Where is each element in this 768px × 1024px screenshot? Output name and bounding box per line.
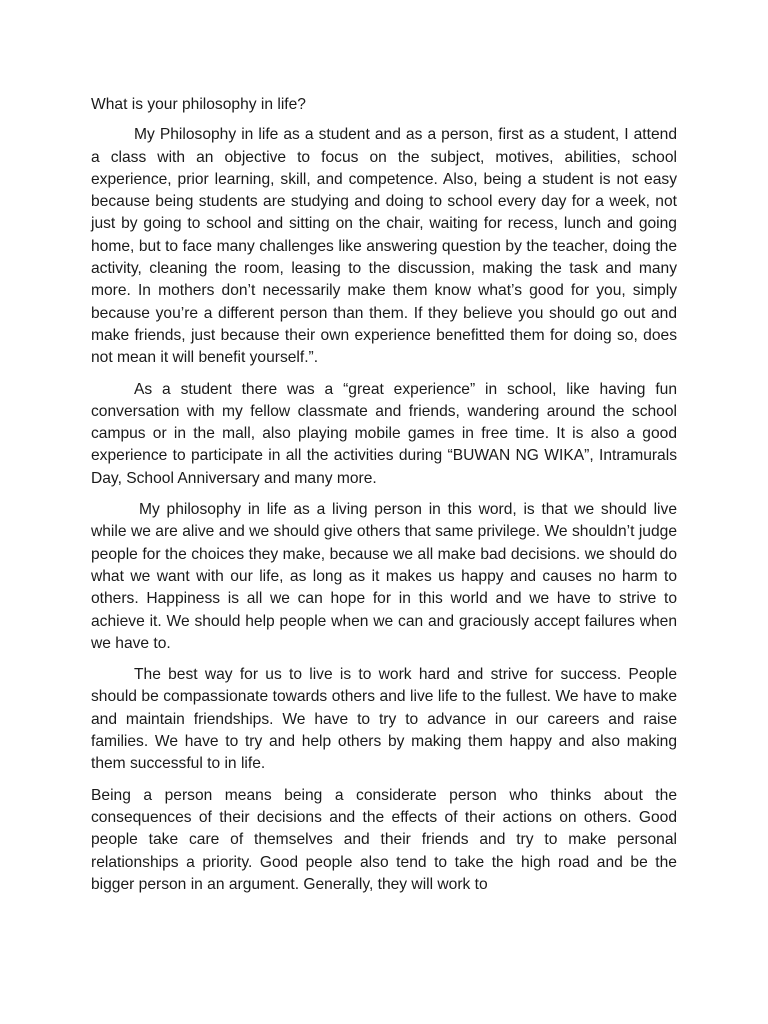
paragraph-best-way-to-live: The best way for us to live is to work hard and strive for success. People should be compassionate towards others and live life to the fullest. We have to make and maintain friendships. We have to try to advance in our careers and raise families. We have to try and help others by making them happy and also making them successful to in life.	[91, 666, 677, 773]
paragraph-living-person: My philosophy in life as a living person in this word, is that we should live while we are alive and we should give others that same privilege. We shouldn’t judge people for the choices they make, because we all make bad decisions. we should do what we want with our life, as long as it makes us happy and causes no harm to others. Happiness is all we can hope for in this world and we have to strive to achieve it. We should help people when we can and graciously accept failures when we have to.	[91, 501, 677, 652]
paragraph-being-a-person: Being a person means being a considerate person who thinks about the consequences of their decisions and the effects of their actions on others. Good people take care of themselves and their friends and try to make personal relationships a priority. Good people also tend to take the high road and be the bigger person in an argument. Generally, they will work to	[91, 786, 677, 893]
paragraph-great-experience: As a student there was a “great experience” in school, like having fun conversation with my fellow classmate and friends, wandering around the school campus or in the mall, also playing mobile games in free time. It is also a good experience to participate in all the activities during “BUWAN NG WIKA”, Intramurals Day, School Anniversary and many more.	[91, 380, 677, 487]
paragraph-student-philosophy: My Philosophy in life as a student and as a person, first as a student, I attend a class with an objective to focus on the subject, motives, abilities, school experience, prior learning, skill, and competence. Also, being a student is not easy because being students are studying and doing to school every day for a week, not just by going to school and sitting on the chair, waiting for recess, lunch and going home, but to face many challenges like answering question by the teacher, doing the activity, cleaning the room, leasing to the discussion, making the task and many more. In mothers don’t necessarily make them know what’s good for you, simply because you’re a different person than them. If they believe you should go out and make friends, just because their own experience benefitted them for doing so, does not mean it will benefit yourself.”.	[91, 126, 677, 367]
document-body	[91, 94, 677, 905]
question-heading: What is your philosophy in life?	[91, 96, 306, 113]
